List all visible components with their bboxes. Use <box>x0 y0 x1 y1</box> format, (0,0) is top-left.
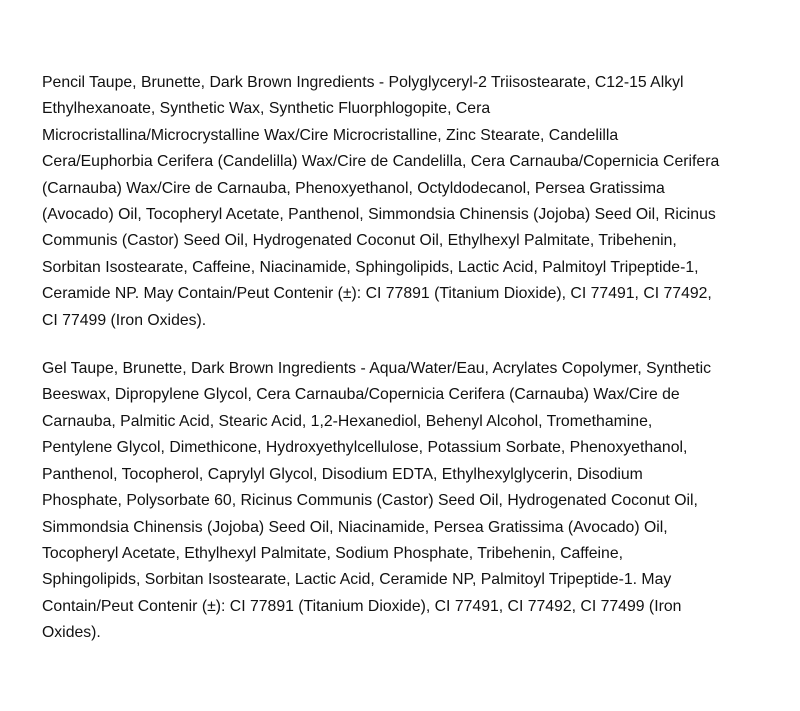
ingredients-line: Microcristallina/Microcrystalline Wax/Cire Microcristalline, Zinc Stearate, Candelilla <box>42 126 619 144</box>
ingredients-line: Ceramide NP. May Contain/Peut Contenir (±): CI 77891 (Titanium Dioxide), CI 77491, CI 77492, <box>42 285 712 303</box>
ingredients-line: Phosphate, Polysorbate 60, Ricinus Communis (Castor) Seed Oil, Hydrogenated Coconut Oil, <box>42 492 698 510</box>
ingredients-line: (Carnauba) Wax/Cire de Carnauba, Phenoxyethanol, Octyldodecanol, Persea Gratissima <box>42 179 665 197</box>
ingredients-line: Ethylhexanoate, Synthetic Wax, Synthetic Fluorphlogopite, Cera <box>42 100 491 118</box>
ingredients-list <box>42 70 770 669</box>
ingredients-line: Carnauba, Palmitic Acid, Stearic Acid, 1,2-Hexanediol, Behenyl Alcohol, Tromethamine, <box>42 412 653 430</box>
ingredients-line: (Avocado) Oil, Tocopheryl Acetate, Panthenol, Simmondsia Chinensis (Jojoba) Seed Oil, Ricinus <box>42 206 716 224</box>
ingredients-line: Panthenol, Tocopherol, Caprylyl Glycol, Disodium EDTA, Ethylhexylglycerin, Disodium <box>42 465 643 483</box>
ingredients-line: Pencil Taupe, Brunette, Dark Brown Ingredients - Polyglyceryl-2 Triisostearate, C12-15 Alkyl <box>42 74 684 91</box>
ingredients-line: Contain/Peut Contenir (±): CI 77891 (Titanium Dioxide), CI 77491, CI 77492, CI 77499 (Iron <box>42 597 682 615</box>
ingredients-line: Communis (Castor) Seed Oil, Hydrogenated Coconut Oil, Ethylhexyl Palmitate, Tribehenin, <box>42 232 677 250</box>
ingredients-line: Simmondsia Chinensis (Jojoba) Seed Oil, Niacinamide, Persea Gratissima (Avocado) Oil, <box>42 518 668 536</box>
ingredients-line: Sphingolipids, Sorbitan Isostearate, Lactic Acid, Ceramide NP, Palmitoyl Tripeptide-1. May <box>42 571 672 589</box>
ingredients-line: Gel Taupe, Brunette, Dark Brown Ingredients - Aqua/Water/Eau, Acrylates Copolymer, Synthetic <box>42 360 712 378</box>
ingredients-line: Oxides). <box>42 624 101 642</box>
ingredients-line: Sorbitan Isostearate, Caffeine, Niacinamide, Sphingolipids, Lactic Acid, Palmitoyl Tripeptide-1, <box>42 258 699 276</box>
gel-ingredients-paragraph <box>42 356 770 646</box>
ingredients-line: Tocopheryl Acetate, Ethylhexyl Palmitate, Sodium Phosphate, Tribehenin, Caffeine, <box>42 544 624 562</box>
ingredients-line: Cera/Euphorbia Cerifera (Candelilla) Wax/Cire de Candelilla, Cera Carnauba/Copernicia Cerifera <box>42 153 720 171</box>
ingredients-line: Beeswax, Dipropylene Glycol, Cera Carnauba/Copernicia Cerifera (Carnauba) Wax/Cire de <box>42 386 680 404</box>
ingredients-line: Pentylene Glycol, Dimethicone, Hydroxyethylcellulose, Potassium Sorbate, Phenoxyethanol, <box>42 439 688 457</box>
ingredients-line: CI 77499 (Iron Oxides). <box>42 311 207 329</box>
pencil-ingredients-paragraph <box>42 70 770 334</box>
